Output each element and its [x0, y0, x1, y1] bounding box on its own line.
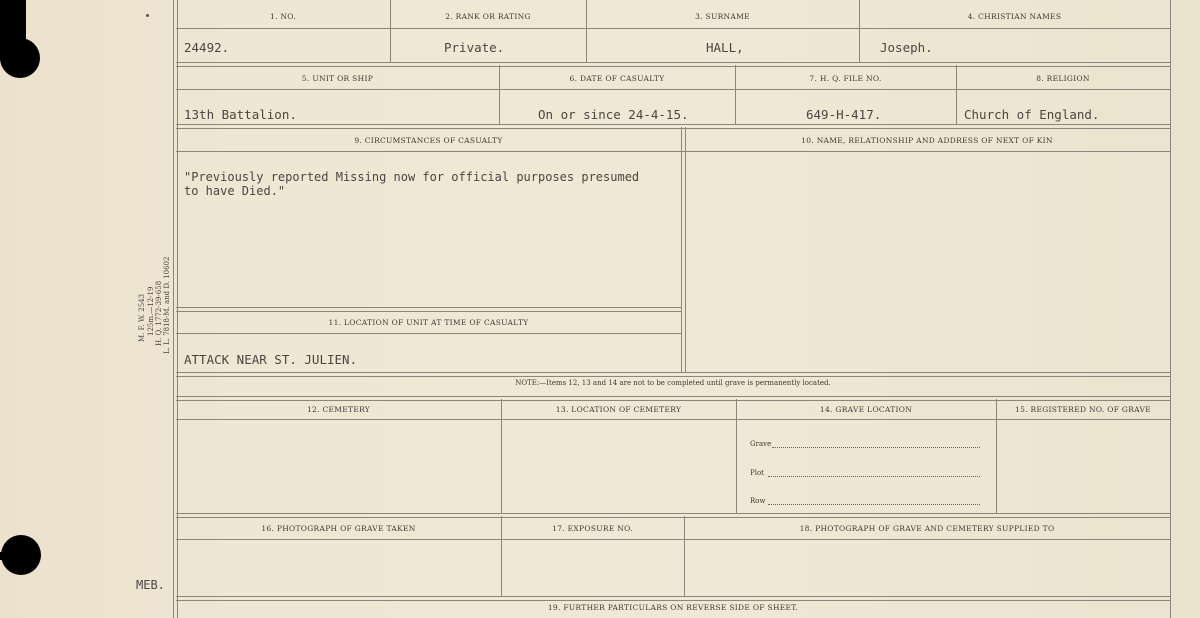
- row2-bottom-rule: [176, 124, 1170, 129]
- label-file: 7. H. Q. FILE NO.: [809, 74, 882, 83]
- label-location-unit: 11. LOCATION OF UNIT AT TIME OF CASUALTY: [328, 318, 529, 327]
- side-print-line1: M. F. W. 2543: [138, 293, 146, 342]
- row1-label-rule: [176, 28, 1170, 29]
- label-kin: 10. NAME, RELATIONSHIP AND ADDRESS OF NEXT OF KIN: [801, 136, 1053, 145]
- label-circumstances: 9. CIRCUMSTANCES OF CASUALTY: [354, 136, 503, 145]
- grave-dotted-line: [772, 447, 980, 448]
- value-location-unit: ATTACK NEAR ST. JULIEN.: [184, 352, 358, 367]
- side-print-line3: H. Q. 1772-39-658: [155, 280, 163, 346]
- label-exposure: 17. EXPOSURE NO.: [552, 524, 633, 533]
- row5-divider-1: [501, 399, 502, 513]
- value-rank: Private.: [444, 40, 505, 55]
- value-circumstances-line1: "Previously reported Missing now for official purposes presumed: [184, 170, 640, 184]
- row3-label-rule: [176, 151, 1170, 152]
- value-date: On or since 24-4-15.: [538, 107, 689, 122]
- label-location-cemetery: 13. LOCATION OF CEMETERY: [555, 405, 682, 414]
- note-text: NOTE:—Items 12, 13 and 14 are not to be completed until grave is permanently located.: [515, 379, 831, 387]
- row1-bottom-rule: [176, 62, 1170, 67]
- row1-divider-2: [586, 0, 587, 62]
- note-top-rule: [176, 372, 1170, 377]
- row4-top-rule: [176, 307, 681, 312]
- label-further: 19. FURTHER PARTICULARS ON REVERSE SIDE OF SHEET.: [547, 603, 799, 612]
- row1-divider-3: [859, 0, 860, 62]
- row5-bottom-rule: [176, 513, 1170, 518]
- value-surname: HALL,: [706, 40, 744, 55]
- row-dotted-line: [768, 504, 980, 505]
- row-label: Row: [750, 497, 766, 505]
- label-photo-supplied: 18. PHOTOGRAPH OF GRAVE AND CEMETERY SUPPLIED TO: [799, 524, 1055, 533]
- row5-top-rule: [176, 396, 1170, 401]
- label-rank: 2. RANK OR RATING: [445, 12, 531, 21]
- label-surname: 3. SURNAME: [695, 12, 750, 21]
- label-christian: 4. CHRISTIAN NAMES: [967, 12, 1062, 21]
- label-unit: 5. UNIT OR SHIP: [301, 74, 374, 83]
- row5-label-rule: [176, 419, 1170, 420]
- grave-label: Grave: [750, 440, 772, 448]
- row5-divider-3: [996, 399, 997, 513]
- label-religion: 8. RELIGION: [1036, 74, 1090, 83]
- label-registered: 15. REGISTERED NO. OF GRAVE: [1015, 405, 1151, 414]
- side-print-line4: L. L. 7818-M. and D. 10602: [163, 256, 171, 354]
- value-circumstances-line2: to have Died.": [184, 184, 286, 198]
- label-grave-location: 14. GRAVE LOCATION: [819, 405, 913, 414]
- value-christian: Joseph.: [880, 40, 933, 55]
- value-unit: 13th Battalion.: [184, 107, 297, 122]
- value-no: 24492.: [184, 40, 230, 55]
- row1-divider-1: [390, 0, 391, 62]
- row5-divider-2: [736, 399, 737, 513]
- punch-hole-top: [0, 38, 40, 78]
- punch-hole-bottom-stem: [0, 552, 14, 560]
- plot-dotted-line: [768, 476, 980, 477]
- label-date: 6. DATE OF CASUALTY: [569, 74, 665, 83]
- label-cemetery: 12. CEMETERY: [306, 405, 371, 414]
- side-print-line2: 125m.—12-19: [147, 286, 155, 336]
- right-border: [1170, 0, 1171, 618]
- row6-label-rule: [176, 539, 1170, 540]
- label-no: 1. NO.: [270, 12, 296, 21]
- initials: MEB.: [136, 578, 165, 592]
- value-file: 649-H-417.: [806, 107, 882, 122]
- row6-bottom-rule: [176, 596, 1170, 601]
- value-religion: Church of England.: [964, 107, 1100, 122]
- plot-label: Plot: [750, 469, 764, 477]
- ink-dot: [146, 14, 149, 17]
- label-photo-taken: 16. PHOTOGRAPH OF GRAVE TAKEN: [261, 524, 416, 533]
- row3-divider: [681, 127, 686, 372]
- row4-label-rule: [176, 333, 681, 334]
- row2-label-rule: [176, 89, 1170, 90]
